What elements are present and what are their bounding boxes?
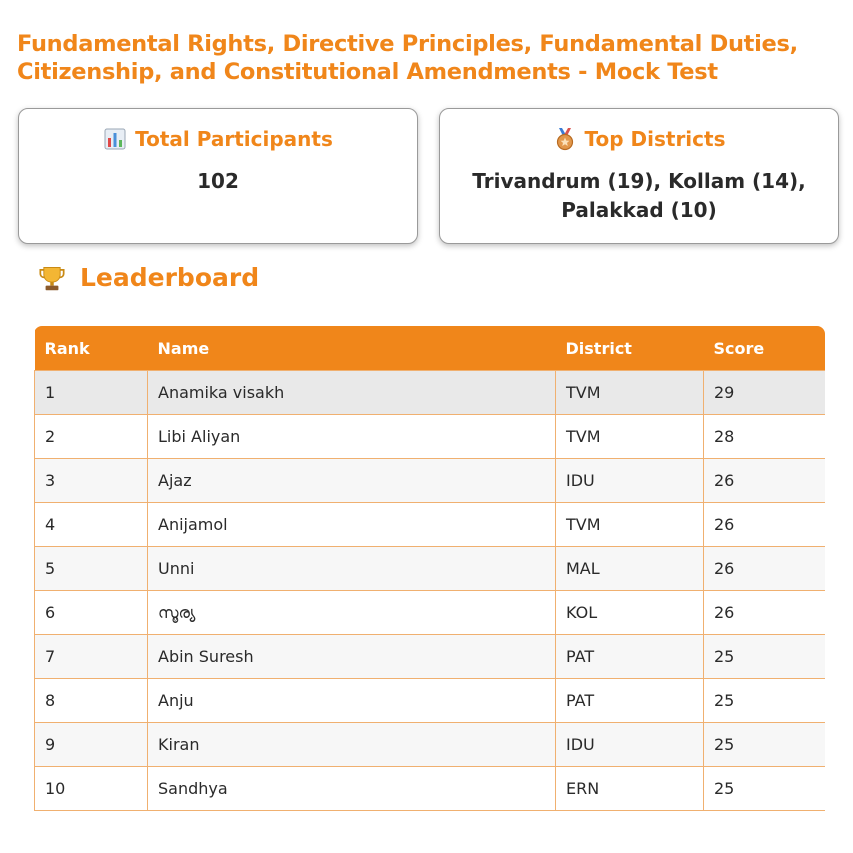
bar-chart-icon xyxy=(103,127,127,151)
table-row xyxy=(35,723,826,767)
rank-cell: 10 xyxy=(35,767,148,811)
table-row xyxy=(35,371,826,415)
rank-cell: 8 xyxy=(35,679,148,723)
top-districts-value: Trivandrum (19), Kollam (14), Palakkad (10) xyxy=(472,169,806,222)
total-participants-value: 102 xyxy=(197,169,239,193)
total-participants-label: Total Participants xyxy=(135,127,333,151)
rank-cell: 4 xyxy=(35,503,148,547)
score-cell: 25 xyxy=(704,635,826,679)
score-cell: 29 xyxy=(704,371,826,415)
name-cell: Anju xyxy=(148,679,556,723)
district-cell: TVM xyxy=(556,415,704,459)
top-districts-card xyxy=(439,108,839,244)
name-cell: Anamika visakh xyxy=(148,371,556,415)
trophy-icon xyxy=(38,264,66,292)
name-cell: Abin Suresh xyxy=(148,635,556,679)
rank-cell: 9 xyxy=(35,723,148,767)
score-cell: 26 xyxy=(704,503,826,547)
name-cell: Libi Aliyan xyxy=(148,415,556,459)
top-districts-heading xyxy=(440,127,838,151)
district-cell: IDU xyxy=(556,459,704,503)
rank-cell: 5 xyxy=(35,547,148,591)
score-cell: 25 xyxy=(704,679,826,723)
leaderboard-table xyxy=(34,326,825,811)
name-cell: Ajaz xyxy=(148,459,556,503)
leaderboard-table-container xyxy=(34,326,825,812)
rank-cell: 7 xyxy=(35,635,148,679)
name-cell: സൂര്യ xyxy=(148,591,556,635)
score-cell: 25 xyxy=(704,767,826,811)
name-cell: Unni xyxy=(148,547,556,591)
leaderboard-header-row xyxy=(35,326,826,371)
district-cell: IDU xyxy=(556,723,704,767)
column-header-district: District xyxy=(556,326,704,371)
district-cell: PAT xyxy=(556,679,704,723)
name-cell: Sandhya xyxy=(148,767,556,811)
table-row xyxy=(35,679,826,723)
column-header-rank: Rank xyxy=(35,326,148,371)
district-cell: MAL xyxy=(556,547,704,591)
district-cell: TVM xyxy=(556,371,704,415)
district-cell: TVM xyxy=(556,503,704,547)
table-row xyxy=(35,591,826,635)
district-cell: PAT xyxy=(556,635,704,679)
score-cell: 28 xyxy=(704,415,826,459)
top-districts-label: Top Districts xyxy=(584,127,726,151)
column-header-score: Score xyxy=(704,326,826,371)
page-title: Fundamental Rights, Directive Principles, Fundamental Duties, Citizenship, and Constitutional Amendments - Mock Test xyxy=(17,31,798,85)
rank-cell: 2 xyxy=(35,415,148,459)
leaderboard-heading xyxy=(38,263,259,292)
score-cell: 26 xyxy=(704,459,826,503)
table-row xyxy=(35,767,826,811)
district-cell: KOL xyxy=(556,591,704,635)
rank-cell: 3 xyxy=(35,459,148,503)
total-participants-card xyxy=(18,108,418,244)
district-cell: ERN xyxy=(556,767,704,811)
name-cell: Anijamol xyxy=(148,503,556,547)
score-cell: 26 xyxy=(704,591,826,635)
rank-cell: 6 xyxy=(35,591,148,635)
table-row xyxy=(35,459,826,503)
score-cell: 25 xyxy=(704,723,826,767)
score-cell: 26 xyxy=(704,547,826,591)
table-row xyxy=(35,547,826,591)
column-header-name: Name xyxy=(148,326,556,371)
leaderboard-title: Leaderboard xyxy=(80,263,260,292)
table-row xyxy=(35,415,826,459)
medal-icon xyxy=(553,127,577,151)
name-cell: Kiran xyxy=(148,723,556,767)
table-row xyxy=(35,503,826,547)
rank-cell: 1 xyxy=(35,371,148,415)
table-row xyxy=(35,635,826,679)
total-participants-heading xyxy=(19,127,417,151)
